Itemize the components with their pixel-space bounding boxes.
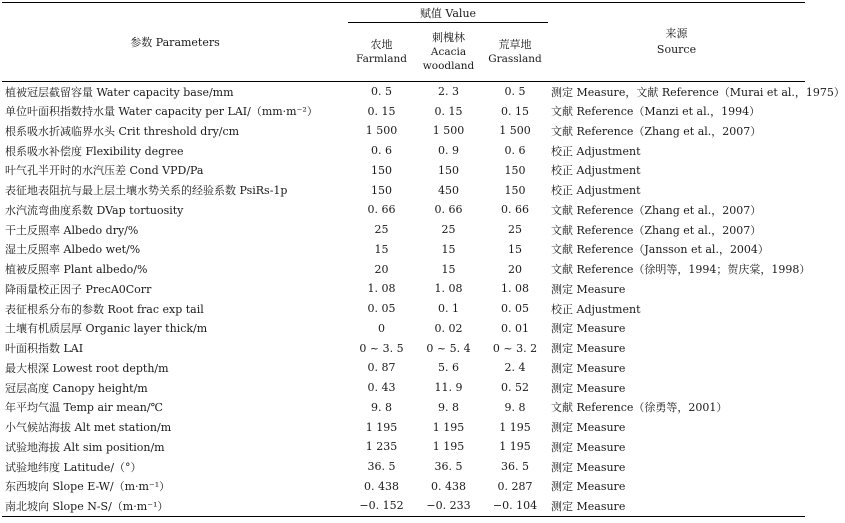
acacia-header-en2: woodland	[422, 60, 475, 72]
table-row	[2, 220, 805, 240]
table-row	[2, 121, 805, 141]
source-cell: 测定 Measure	[551, 421, 626, 435]
source-header-en: Source	[656, 43, 697, 56]
farmland-header-zh: 农地	[370, 38, 393, 51]
source-cell: 测定 Measure	[551, 361, 626, 375]
source-cell: 校正 Adjustment	[551, 302, 641, 316]
value-group-header: 赋值 Value	[348, 3, 548, 23]
table-row	[2, 259, 805, 279]
grassland-value: 1. 08	[501, 282, 529, 296]
acacia-value: 0. 15	[434, 104, 463, 118]
parameter-cell: 单位叶面积指数持水量 Water capacity per LAI/（mm·m⁻²）	[5, 105, 318, 119]
source-cell: 测定 Measure	[551, 342, 626, 356]
acacia-header-en1: Acacia	[430, 46, 467, 58]
table-row	[2, 358, 805, 378]
grassland-value: 9. 8	[504, 400, 526, 414]
farmland-value: 36. 5	[367, 460, 396, 474]
source-cell: 校正 Adjustment	[551, 144, 641, 158]
table-row	[2, 378, 805, 398]
grassland-value: 1 195	[499, 420, 531, 434]
farmland-value: 150	[371, 163, 392, 177]
farmland-value: 20	[374, 262, 389, 276]
acacia-value: 36. 5	[434, 460, 463, 474]
acacia-value: 450	[438, 183, 459, 197]
acacia-value: 11. 9	[434, 381, 463, 395]
acacia-header	[415, 23, 482, 82]
parameter-cell: 叶面积指数 LAI	[5, 342, 84, 356]
table-row	[2, 82, 805, 102]
source-cell: 测定 Measure	[551, 282, 626, 296]
table-row	[2, 240, 805, 260]
parameter-cell: 表征地表阻抗与最上层土壤水势关系的经验系数 PsiRs-1p	[5, 184, 288, 198]
acacia-value: 9. 8	[438, 400, 459, 414]
parameter-cell: 水汽流弯曲度系数 DVap tortuosity	[5, 203, 184, 217]
grassland-value: 1 195	[499, 440, 531, 454]
table-row	[2, 299, 805, 319]
acacia-value: 0. 02	[434, 321, 463, 335]
acacia-value: 0. 9	[438, 144, 459, 158]
grassland-value: 0. 52	[501, 381, 529, 395]
table-row	[2, 496, 805, 516]
farmland-header-en: Farmland	[356, 53, 407, 65]
table-row	[2, 200, 805, 220]
acacia-value: 15	[441, 242, 456, 256]
table-body	[2, 82, 845, 517]
farmland-value: 1 195	[365, 420, 398, 434]
grassland-value: 2. 4	[504, 361, 526, 375]
table-row	[2, 338, 805, 358]
source-cell: 文献 Reference（Zhang et al.，2007）	[551, 203, 762, 217]
grassland-value: 0. 66	[501, 203, 529, 217]
grassland-value: 20	[508, 262, 522, 276]
parameter-cell: 干土反照率 Albedo dry/%	[5, 223, 139, 237]
source-cell: 测定 Measure，文献 Reference（Murai et al.，1975）	[551, 85, 845, 99]
source-header-zh: 来源	[665, 27, 688, 40]
grassland-value: 1 500	[499, 124, 531, 138]
farmland-value: 25	[374, 223, 389, 237]
acacia-header-zh: 刺槐林	[432, 31, 465, 44]
source-cell: 测定 Measure	[551, 381, 626, 395]
farmland-value: 0. 87	[367, 361, 396, 375]
acacia-value: 1. 08	[434, 282, 463, 296]
acacia-value: 5. 6	[438, 361, 459, 375]
parameter-cell: 冠层高度 Canopy height/m	[5, 381, 148, 395]
grassland-value: 0. 01	[501, 321, 529, 335]
parameter-cell: 土壤有机质层厚 Organic layer thick/m	[5, 322, 208, 336]
table-row	[2, 279, 805, 299]
acacia-value: 1 195	[432, 420, 465, 434]
table-row	[2, 437, 805, 457]
grassland-header-zh: 荒草地	[498, 38, 532, 51]
farmland-value: −0. 152	[348, 496, 415, 516]
source-cell: 测定 Measure	[548, 496, 805, 516]
parameters-header: 参数 Parameters	[2, 3, 348, 82]
parameter-cell: 湿土反照率 Albedo wet/%	[5, 243, 141, 257]
grassland-value: 0. 287	[497, 479, 533, 493]
parameter-cell: 试验地纬度 Latitude/（°）	[5, 460, 142, 474]
source-cell: 校正 Adjustment	[551, 164, 641, 178]
grassland-value: 0. 5	[504, 85, 526, 99]
farmland-value: 0. 15	[367, 104, 396, 118]
parameter-cell: 植被反照率 Plant albedo/%	[5, 263, 148, 277]
grassland-header	[482, 23, 548, 82]
parameter-cell: 叶气孔半开时的水汽压差 Cond VPD/Pa	[5, 164, 204, 178]
grassland-value: 0 ~ 3. 2	[492, 341, 538, 355]
parameter-cell: 东西坡向 Slope E-W/（m·m⁻¹）	[5, 480, 171, 494]
parameter-cell: 植被冠层截留容量 Water capacity base/mm	[5, 85, 234, 99]
acacia-value: 2. 3	[438, 85, 459, 99]
grassland-value: 0. 6	[504, 144, 526, 158]
source-cell: 测定 Measure	[551, 460, 626, 474]
acacia-value: 150	[438, 163, 459, 177]
acacia-value: 0. 66	[434, 203, 463, 217]
table-row	[2, 180, 805, 200]
parameter-cell: 表征根系分布的参数 Root frac exp tail	[5, 302, 204, 316]
grassland-value: 150	[504, 183, 526, 197]
parameter-cell: 最大根深 Lowest root depth/m	[5, 361, 169, 375]
acacia-value: 1 195	[432, 440, 465, 454]
farmland-value: 1 235	[365, 440, 398, 454]
table-row	[2, 319, 805, 339]
source-cell: 文献 Reference（Zhang et al.，2007）	[551, 124, 762, 138]
acacia-value: −0. 233	[415, 496, 482, 516]
farmland-header	[348, 23, 415, 82]
farmland-value: 1. 08	[367, 282, 396, 296]
table-row	[2, 477, 805, 497]
source-header	[548, 3, 805, 82]
grassland-header-en: Grassland	[488, 53, 542, 65]
parameter-cell: 年平均气温 Temp air mean/℃	[5, 401, 163, 415]
parameter-cell: 根系吸水补偿度 Flexibility degree	[5, 144, 184, 158]
farmland-value: 1 500	[365, 124, 398, 138]
source-cell: 文献 Reference（徐明等，1994；贺庆棠，1998）	[551, 263, 811, 277]
farmland-value: 0. 5	[371, 85, 392, 99]
grassland-value: 25	[508, 223, 522, 237]
parameter-cell: 试验地海拔 Alt sim position/m	[5, 440, 165, 454]
acacia-value: 0 ~ 5. 4	[426, 341, 471, 355]
farmland-value: 150	[371, 183, 392, 197]
farmland-value: 0. 66	[367, 203, 396, 217]
source-cell: 测定 Measure	[551, 440, 626, 454]
farmland-value: 9. 8	[371, 400, 392, 414]
grassland-value: 0. 15	[501, 104, 529, 118]
parameter-table	[2, 2, 845, 517]
source-cell: 文献 Reference（Zhang et al.，2007）	[551, 223, 762, 237]
acacia-value: 25	[441, 223, 456, 237]
source-cell: 测定 Measure	[551, 480, 626, 494]
farmland-value: 0 ~ 3. 5	[359, 341, 404, 355]
grassland-value: 36. 5	[501, 460, 529, 474]
acacia-value: 0. 438	[431, 479, 466, 493]
source-cell: 文献 Reference（Manzi et al.，1994）	[551, 105, 761, 119]
grassland-value: 15	[508, 242, 522, 256]
table-row	[2, 101, 805, 121]
source-cell: 校正 Adjustment	[551, 184, 641, 198]
grassland-value: 150	[504, 163, 526, 177]
table-row	[2, 398, 805, 418]
source-cell: 文献 Reference（Jansson et al.，2004）	[551, 243, 769, 257]
acacia-value: 1 500	[432, 124, 465, 138]
acacia-value: 0. 1	[438, 302, 459, 316]
parameter-cell: 根系吸水折减临界水头 Crit threshold dry/cm	[5, 124, 240, 138]
farmland-value: 0	[378, 321, 385, 335]
farmland-value: 0. 05	[367, 302, 396, 316]
grassland-value: −0. 104	[482, 496, 548, 516]
source-cell: 测定 Measure	[551, 322, 626, 336]
table-row	[2, 161, 805, 181]
acacia-value: 15	[441, 262, 456, 276]
table-row	[2, 417, 805, 437]
farmland-value: 15	[374, 242, 389, 256]
grassland-value: 0. 05	[501, 302, 529, 316]
parameter-cell: 降雨量校正因子 PrecA0Corr	[5, 282, 152, 296]
farmland-value: 0. 6	[371, 144, 392, 158]
parameter-cell: 南北坡向 Slope N-S/（m·m⁻¹）	[2, 496, 348, 516]
table-row	[2, 457, 805, 477]
table-row	[2, 141, 805, 161]
parameter-cell: 小气候站海拔 Alt met station/m	[5, 421, 172, 435]
source-cell: 文献 Reference（徐勇等，2001）	[551, 401, 728, 415]
farmland-value: 0. 43	[367, 381, 396, 395]
farmland-value: 0. 438	[364, 479, 399, 493]
